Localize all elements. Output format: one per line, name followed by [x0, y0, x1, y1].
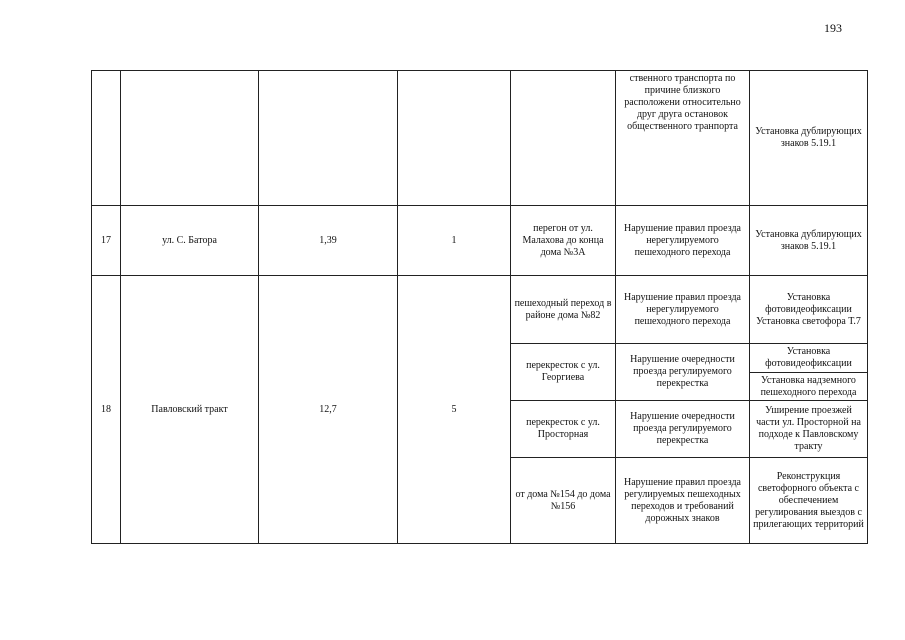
row-17-num: 17 — [92, 206, 121, 276]
row-18-item-2-location: перекресток с ул. Георгиева — [511, 344, 616, 401]
row-17-location: перегон от ул. Малахова до конца дома №3А — [511, 206, 616, 276]
row-18-item-2-violation: Нарушение очередности проезда регулируемого перекрестка — [616, 344, 750, 401]
row-18-street: Павловский тракт — [121, 276, 259, 544]
cont-count-cell — [398, 71, 511, 206]
row-18-item-3-measure: Уширение проезжей части ул. Просторной на подходе к Павловскому тракту — [750, 401, 868, 458]
row-18-item-3-location: перекресток с ул. Просторная — [511, 401, 616, 458]
row-17-measure: Установка дублирующих знаков 5.19.1 — [750, 206, 868, 276]
cont-location-cell — [511, 71, 616, 206]
row-17-count: 1 — [398, 206, 511, 276]
page-number: 193 — [824, 21, 842, 35]
data-table — [91, 70, 868, 544]
cont-street-cell — [121, 71, 259, 206]
cont-length-cell — [259, 71, 398, 206]
row-18-item-4-violation: Нарушение правил проезда регулируемых пешеходных переходов и требований дорожных знаков — [616, 458, 750, 544]
row-17-length: 1,39 — [259, 206, 398, 276]
row-17-street: ул. С. Батора — [121, 206, 259, 276]
row-18-item-3-violation: Нарушение очередности проезда регулируемого перекрестка — [616, 401, 750, 458]
cont-measure-cell: Установка дублирующих знаков 5.19.1 — [750, 71, 868, 206]
row-18-item-1-location: пешеходный переход в районе дома №82 — [511, 276, 616, 344]
row-18-length: 12,7 — [259, 276, 398, 544]
cont-num-cell — [92, 71, 121, 206]
row-18-item-1-measure: Установка фотовидеофиксации Установка светофора Т.7 — [750, 276, 868, 344]
row-18-count: 5 — [398, 276, 511, 544]
row-18-item-4-location: от дома №154 до дома №156 — [511, 458, 616, 544]
row-18-item-4-measure: Реконструкция светофорного объекта с обеспечением регулирования выездов с прилегающих территорий — [750, 458, 868, 544]
row-18-item-1-violation: Нарушение правил проезда нерегулируемого пешеходного перехода — [616, 276, 750, 344]
cont-violation-cell: ственного транспорта по причине близкого расположени относительно друг друга остановок общественного транпорта — [616, 71, 750, 206]
row-18-item-2-measure-2: Установка надземного пешеходного перехода — [750, 373, 868, 401]
row-17-violation: Нарушение правил проезда нерегулируемого пешеходного перехода — [616, 206, 750, 276]
row-18-item-2-measure-1: Установка фотовидеофиксации — [750, 344, 868, 373]
row-18-num: 18 — [92, 276, 121, 544]
